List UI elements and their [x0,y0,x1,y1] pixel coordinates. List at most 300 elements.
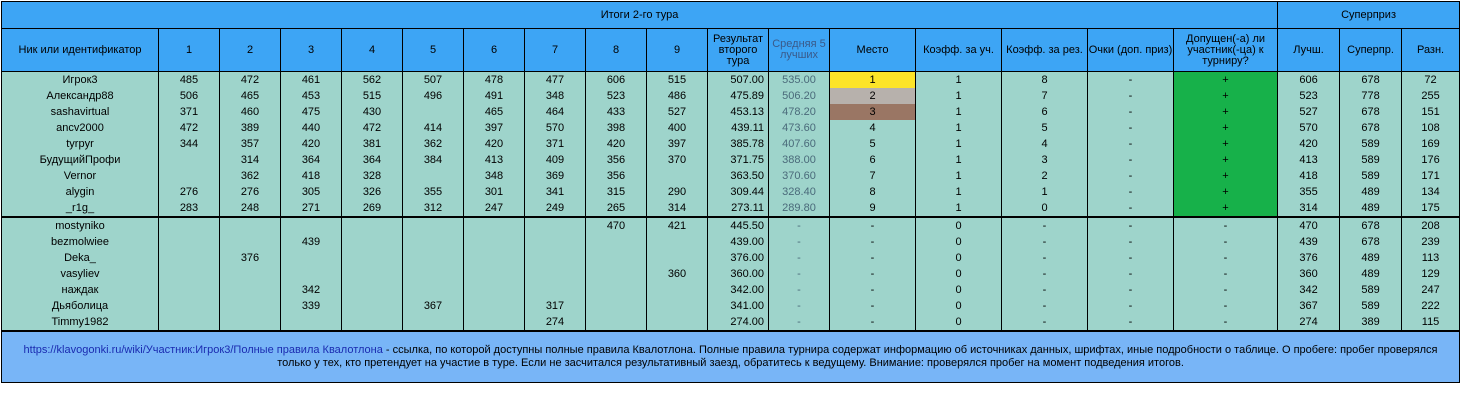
race-8-cell: 265 [586,200,647,217]
race-1-cell: 283 [159,200,220,217]
best-cell: 523 [1278,88,1340,104]
race-4-cell [342,217,403,234]
allowed-cell: - [1174,250,1278,266]
race-9-cell: 515 [647,72,708,89]
race-6-cell [464,266,525,282]
place-cell: 2 [830,88,916,104]
allowed-cell: - [1174,217,1278,234]
race-3-cell: 420 [281,136,342,152]
race-3-cell: 475 [281,104,342,120]
place-cell: 5 [830,136,916,152]
diff-cell: 247 [1402,282,1460,298]
race-3-cell: 440 [281,120,342,136]
race-7-cell: 348 [525,88,586,104]
points-cell: - [1088,72,1174,89]
race-1-cell: 344 [159,136,220,152]
allowed-cell: + [1174,72,1278,89]
col-race-2: 2 [220,29,281,72]
coef-part-cell: 0 [916,234,1002,250]
results-table [1,1,1460,383]
race-4-cell [342,314,403,331]
col-coef-part: Коэфф. за уч. [916,29,1002,72]
race-7-cell: 369 [525,168,586,184]
result-cell: 445.50 [708,217,769,234]
result-cell: 342.00 [708,282,769,298]
diff-cell: 175 [1402,200,1460,217]
race-3-cell: 339 [281,298,342,314]
race-6-cell: 397 [464,120,525,136]
superprize-cell: 489 [1340,184,1402,200]
avg-cell: - [769,217,830,234]
race-4-cell: 269 [342,200,403,217]
race-1-cell [159,234,220,250]
race-2-cell: 472 [220,72,281,89]
race-4-cell: 472 [342,120,403,136]
result-cell: 309.44 [708,184,769,200]
diff-cell: 222 [1402,298,1460,314]
avg-cell: 289.80 [769,200,830,217]
race-7-cell: 464 [525,104,586,120]
superprize-cell: 678 [1340,120,1402,136]
diff-cell: 134 [1402,184,1460,200]
race-3-cell: 305 [281,184,342,200]
race-2-cell: 376 [220,250,281,266]
nick-cell: tyrpyr [2,136,159,152]
avg-cell: - [769,298,830,314]
allowed-cell: - [1174,314,1278,331]
nick-cell: vasyliev [2,266,159,282]
race-4-cell: 326 [342,184,403,200]
table-row [2,104,1460,120]
race-8-cell [586,298,647,314]
race-6-cell [464,217,525,234]
race-5-cell [403,266,464,282]
race-9-cell: 360 [647,266,708,282]
col-race-6: 6 [464,29,525,72]
race-6-cell [464,282,525,298]
race-9-cell: 400 [647,120,708,136]
diff-cell: 115 [1402,314,1460,331]
place-cell: 8 [830,184,916,200]
race-2-cell: 357 [220,136,281,152]
avg-cell: - [769,250,830,266]
race-1-cell [159,298,220,314]
coef-res-cell: - [1002,217,1088,234]
best-cell: 439 [1278,234,1340,250]
diff-cell: 72 [1402,72,1460,89]
diff-cell: 108 [1402,120,1460,136]
table-row [2,184,1460,200]
race-6-cell: 478 [464,72,525,89]
table-row [2,266,1460,282]
race-7-cell [525,234,586,250]
race-1-cell [159,266,220,282]
table-row [2,72,1460,89]
race-9-cell: 370 [647,152,708,168]
race-7-cell: 341 [525,184,586,200]
race-3-cell: 364 [281,152,342,168]
race-7-cell: 477 [525,72,586,89]
race-2-cell [220,298,281,314]
race-6-cell [464,298,525,314]
superprize-cell: 389 [1340,314,1402,331]
race-4-cell [342,298,403,314]
table-row [2,152,1460,168]
result-cell: 371.75 [708,152,769,168]
race-1-cell: 485 [159,72,220,89]
allowed-cell: + [1174,120,1278,136]
race-3-cell: 439 [281,234,342,250]
race-2-cell: 314 [220,152,281,168]
nick-cell: mostyniko [2,217,159,234]
col-coef-res: Коэфф. за рез. [1002,29,1088,72]
race-9-cell [647,314,708,331]
race-9-cell [647,168,708,184]
race-7-cell [525,282,586,298]
race-5-cell: 384 [403,152,464,168]
points-cell: - [1088,168,1174,184]
avg-cell: 388.00 [769,152,830,168]
race-6-cell [464,234,525,250]
race-2-cell: 460 [220,104,281,120]
race-8-cell [586,266,647,282]
result-cell: 507.00 [708,72,769,89]
diff-cell: 255 [1402,88,1460,104]
race-5-cell [403,282,464,298]
race-9-cell: 397 [647,136,708,152]
table-row [2,168,1460,184]
race-6-cell: 413 [464,152,525,168]
col-points: Очки (доп. приз) [1088,29,1174,72]
points-cell: - [1088,266,1174,282]
place-cell: 6 [830,152,916,168]
race-3-cell [281,266,342,282]
coef-part-cell: 0 [916,298,1002,314]
diff-cell: 129 [1402,266,1460,282]
result-cell: 341.00 [708,298,769,314]
race-5-cell: 362 [403,136,464,152]
place-cell: - [830,234,916,250]
col-race-8: 8 [586,29,647,72]
nick-cell: alygin [2,184,159,200]
coef-part-cell: 0 [916,282,1002,298]
race-3-cell: 342 [281,282,342,298]
allowed-cell: + [1174,168,1278,184]
best-cell: 342 [1278,282,1340,298]
race-9-cell: 527 [647,104,708,120]
race-6-cell: 247 [464,200,525,217]
race-2-cell [220,234,281,250]
superprize-cell: 678 [1340,72,1402,89]
race-4-cell [342,234,403,250]
race-9-cell [647,282,708,298]
coef-res-cell: 5 [1002,120,1088,136]
avg-cell: 473.60 [769,120,830,136]
coef-part-cell: 1 [916,200,1002,217]
superprize-cell: 678 [1340,104,1402,120]
race-4-cell: 562 [342,72,403,89]
nick-cell: bezmolwiee [2,234,159,250]
result-cell: 439.11 [708,120,769,136]
points-cell: - [1088,250,1174,266]
race-3-cell [281,217,342,234]
nick-cell: _r1g_ [2,200,159,217]
race-2-cell [220,282,281,298]
result-cell: 453.13 [708,104,769,120]
superprize-cell: 678 [1340,234,1402,250]
race-9-cell [647,234,708,250]
race-3-cell: 271 [281,200,342,217]
race-8-cell [586,234,647,250]
superprize-cell: 489 [1340,200,1402,217]
col-allowed: Допущен(-а) ли участник(-ца) к турниру? [1174,29,1278,72]
rules-link[interactable]: https://klavogonki.ru/wiki/Участник:Игрок3/Полные правила Квалотлона [23,344,383,356]
place-cell: - [830,314,916,331]
nick-cell: БудущийПрофи [2,152,159,168]
race-5-cell [403,217,464,234]
col-avg: Средняя 5 лучших [769,29,830,72]
avg-cell: - [769,266,830,282]
coef-res-cell: 2 [1002,168,1088,184]
race-7-cell: 409 [525,152,586,168]
allowed-cell: - [1174,298,1278,314]
race-2-cell [220,217,281,234]
points-cell: - [1088,234,1174,250]
avg-cell: - [769,234,830,250]
col-race-4: 4 [342,29,403,72]
diff-cell: 176 [1402,152,1460,168]
race-7-cell [525,250,586,266]
col-best: Лучш. [1278,29,1340,72]
nick-cell: Александр88 [2,88,159,104]
race-9-cell: 290 [647,184,708,200]
race-8-cell: 420 [586,136,647,152]
race-6-cell: 301 [464,184,525,200]
race-8-cell [586,314,647,331]
points-cell: - [1088,152,1174,168]
race-6-cell [464,250,525,266]
best-cell: 570 [1278,120,1340,136]
coef-part-cell: 1 [916,120,1002,136]
race-5-cell [403,314,464,331]
race-3-cell [281,314,342,331]
race-1-cell: 472 [159,120,220,136]
points-cell: - [1088,314,1174,331]
best-cell: 413 [1278,152,1340,168]
coef-part-cell: 1 [916,136,1002,152]
avg-cell: 370.60 [769,168,830,184]
nick-cell: Игрок3 [2,72,159,89]
race-7-cell [525,266,586,282]
race-5-cell: 496 [403,88,464,104]
race-4-cell [342,266,403,282]
race-7-cell: 570 [525,120,586,136]
race-8-cell: 470 [586,217,647,234]
place-cell: 9 [830,200,916,217]
points-cell: - [1088,184,1174,200]
coef-res-cell: - [1002,234,1088,250]
allowed-cell: + [1174,200,1278,217]
superprize-cell: 678 [1340,217,1402,234]
coef-res-cell: 1 [1002,184,1088,200]
place-cell: 3 [830,104,916,120]
race-2-cell: 248 [220,200,281,217]
race-9-cell: 486 [647,88,708,104]
points-cell: - [1088,200,1174,217]
race-1-cell [159,168,220,184]
race-7-cell: 249 [525,200,586,217]
points-cell: - [1088,282,1174,298]
coef-part-cell: 1 [916,152,1002,168]
superprize-cell: 489 [1340,250,1402,266]
allowed-cell: + [1174,184,1278,200]
race-3-cell: 461 [281,72,342,89]
race-8-cell: 433 [586,104,647,120]
race-9-cell: 421 [647,217,708,234]
best-cell: 470 [1278,217,1340,234]
race-5-cell [403,104,464,120]
table-row [2,314,1460,331]
race-2-cell: 465 [220,88,281,104]
avg-cell: 535.00 [769,72,830,89]
diff-cell: 208 [1402,217,1460,234]
race-4-cell [342,282,403,298]
race-9-cell [647,250,708,266]
results-body [2,72,1460,332]
result-cell: 360.00 [708,266,769,282]
points-cell: - [1088,298,1174,314]
table-row [2,88,1460,104]
table-row [2,217,1460,234]
table-row [2,234,1460,250]
superprize-cell: 589 [1340,168,1402,184]
col-race-5: 5 [403,29,464,72]
col-race-3: 3 [281,29,342,72]
coef-part-cell: 1 [916,88,1002,104]
table-row [2,200,1460,217]
place-cell: - [830,266,916,282]
result-cell: 274.00 [708,314,769,331]
avg-cell: - [769,282,830,298]
race-6-cell: 420 [464,136,525,152]
race-7-cell [525,217,586,234]
nick-cell: Vernor [2,168,159,184]
race-2-cell [220,266,281,282]
race-4-cell: 328 [342,168,403,184]
race-2-cell: 362 [220,168,281,184]
points-cell: - [1088,104,1174,120]
avg-cell: 478.20 [769,104,830,120]
place-cell: - [830,250,916,266]
nick-cell: Дьяболица [2,298,159,314]
best-cell: 274 [1278,314,1340,331]
coef-part-cell: 1 [916,184,1002,200]
coef-part-cell: 1 [916,168,1002,184]
race-5-cell [403,168,464,184]
avg-cell: 407.60 [769,136,830,152]
superprize-cell: 589 [1340,136,1402,152]
coef-res-cell: - [1002,298,1088,314]
superprize-cell: 589 [1340,298,1402,314]
place-cell: - [830,298,916,314]
race-4-cell: 381 [342,136,403,152]
race-8-cell: 398 [586,120,647,136]
nick-cell: ancv2000 [2,120,159,136]
allowed-cell: + [1174,88,1278,104]
allowed-cell: + [1174,152,1278,168]
diff-cell: 151 [1402,104,1460,120]
place-cell: - [830,282,916,298]
race-1-cell [159,152,220,168]
avg-cell: 506.20 [769,88,830,104]
race-7-cell: 371 [525,136,586,152]
table-row [2,120,1460,136]
race-8-cell: 606 [586,72,647,89]
table-row [2,282,1460,298]
superprize-cell: 589 [1340,282,1402,298]
coef-res-cell: - [1002,250,1088,266]
nick-cell: наждак [2,282,159,298]
table-row [2,298,1460,314]
race-4-cell: 515 [342,88,403,104]
race-8-cell: 315 [586,184,647,200]
col-nick: Ник или идентификатор [2,29,159,72]
superprize-cell: 589 [1340,152,1402,168]
result-cell: 363.50 [708,168,769,184]
allowed-cell: - [1174,234,1278,250]
race-6-cell: 491 [464,88,525,104]
allowed-cell: + [1174,136,1278,152]
col-superprize: Суперпр. [1340,29,1402,72]
superprize-cell: 489 [1340,266,1402,282]
coef-res-cell: 7 [1002,88,1088,104]
coef-part-cell: 1 [916,104,1002,120]
race-4-cell [342,250,403,266]
diff-cell: 113 [1402,250,1460,266]
allowed-cell: - [1174,266,1278,282]
race-2-cell: 276 [220,184,281,200]
race-6-cell: 465 [464,104,525,120]
coef-res-cell: - [1002,266,1088,282]
race-1-cell [159,250,220,266]
col-diff: Разн. [1402,29,1460,72]
points-cell: - [1088,88,1174,104]
avg-cell: - [769,314,830,331]
col-race-7: 7 [525,29,586,72]
race-9-cell [647,298,708,314]
coef-part-cell: 1 [916,72,1002,89]
race-5-cell: 414 [403,120,464,136]
race-3-cell: 418 [281,168,342,184]
diff-cell: 171 [1402,168,1460,184]
allowed-cell: - [1174,282,1278,298]
footer-note [2,331,1460,383]
race-1-cell: 276 [159,184,220,200]
coef-res-cell: 4 [1002,136,1088,152]
race-5-cell: 312 [403,200,464,217]
race-5-cell: 355 [403,184,464,200]
table-row [2,136,1460,152]
race-2-cell: 389 [220,120,281,136]
col-result: Результат второго тура [708,29,769,72]
place-cell: 7 [830,168,916,184]
race-8-cell: 523 [586,88,647,104]
col-place: Место [830,29,916,72]
race-6-cell: 348 [464,168,525,184]
best-cell: 367 [1278,298,1340,314]
superprize-title: Суперприз [1278,2,1460,29]
nick-cell: Deka_ [2,250,159,266]
